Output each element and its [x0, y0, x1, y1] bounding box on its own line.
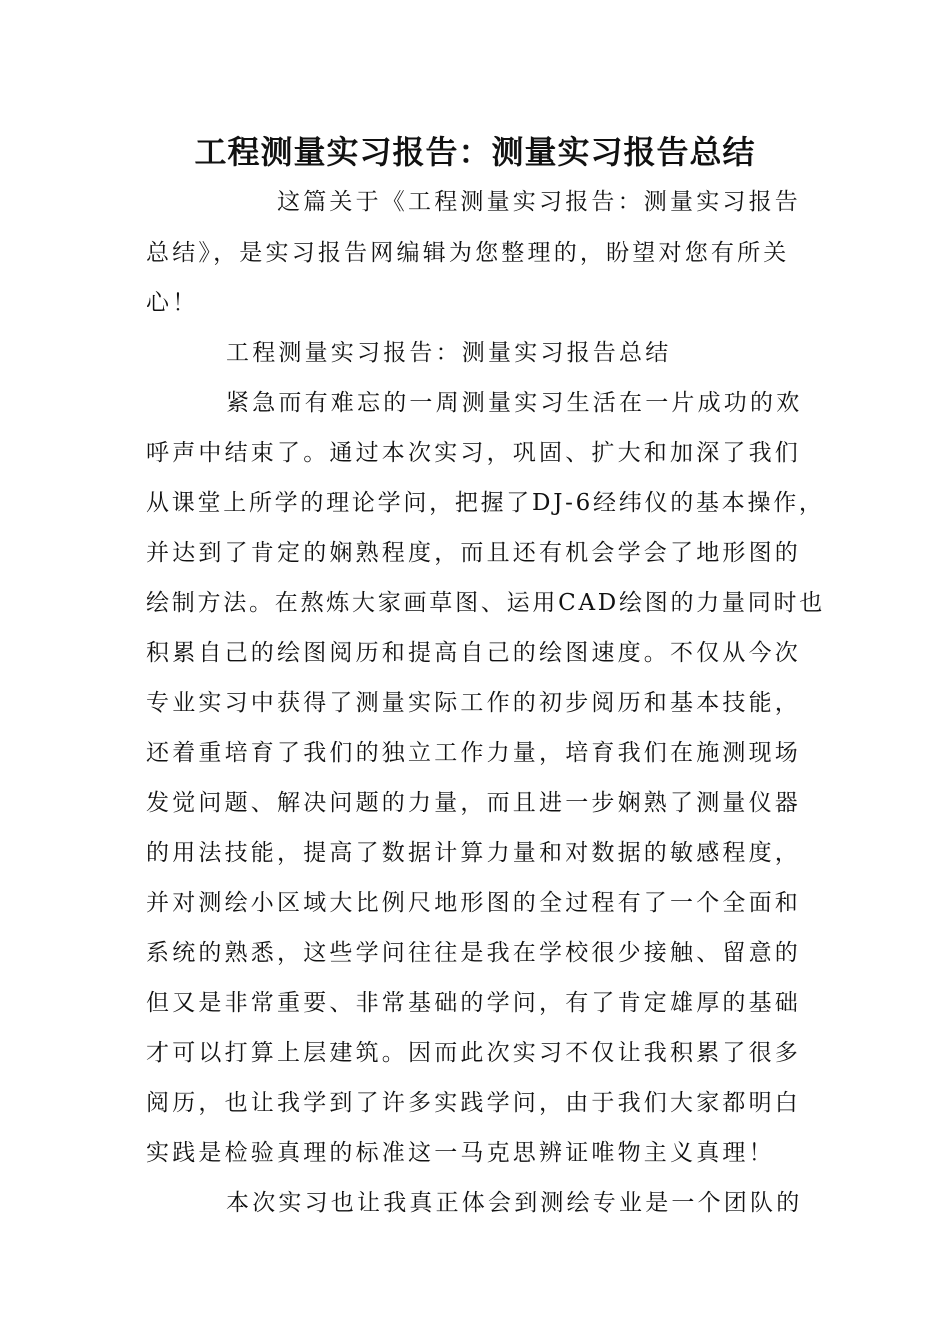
paragraph-line: 积累自己的绘图阅历和提高自己的绘图速度。不仅从今次 — [146, 640, 801, 666]
section-heading: 工程测量实习报告：测量实习报告总结 — [226, 340, 672, 366]
paragraph-line: 从课堂上所学的理论学问，把握了DJ-6经纬仪的基本操作， — [146, 490, 825, 516]
document-title: 工程测量实习报告：测量实习报告总结 — [194, 133, 756, 171]
intro-line-3: 心！ — [146, 290, 199, 316]
paragraph-line: 发觉问题、解决问题的力量，而且进一步娴熟了测量仪器 — [146, 790, 801, 816]
paragraph-line: 呼声中结束了。通过本次实习，巩固、扩大和加深了我们 — [146, 440, 801, 466]
paragraph-line: 实践是检验真理的标准这一马克思辨证唯物主义真理！ — [146, 1140, 775, 1166]
paragraph-line: 的用法技能，提高了数据计算力量和对数据的敏感程度， — [146, 840, 801, 866]
paragraph-line: 系统的熟悉，这些学问往往是我在学校很少接触、留意的 — [146, 940, 801, 966]
paragraph-line: 并达到了肯定的娴熟程度，而且还有机会学会了地形图的 — [146, 540, 801, 566]
paragraph-line: 阅历，也让我学到了许多实践学问，由于我们大家都明白 — [146, 1090, 801, 1116]
paragraph-line: 但又是非常重要、非常基础的学问，有了肯定雄厚的基础 — [146, 990, 801, 1016]
paragraph-line: 并对测绘小区域大比例尺地形图的全过程有了一个全面和 — [146, 890, 801, 916]
paragraph-line: 才可以打算上层建筑。因而此次实习不仅让我积累了很多 — [146, 1040, 801, 1066]
paragraph-line: 专业实习中获得了测量实际工作的初步阅历和基本技能， — [146, 690, 801, 716]
intro-line-2: 总结》，是实习报告网编辑为您整理的，盼望对您有所关 — [146, 240, 790, 266]
paragraph-line: 绘制方法。在熬炼大家画草图、运用CAD绘图的力量同时也 — [146, 590, 826, 616]
intro-line-1: 这篇关于《工程测量实习报告：测量实习报告 — [277, 189, 801, 215]
paragraph-line: 紧急而有难忘的一周测量实习生活在一片成功的欢 — [226, 390, 803, 416]
paragraph-line: 还着重培育了我们的独立工作力量，培育我们在施测现场 — [146, 740, 801, 766]
paragraph-line: 本次实习也让我真正体会到测绘专业是一个团队的 — [226, 1190, 803, 1216]
